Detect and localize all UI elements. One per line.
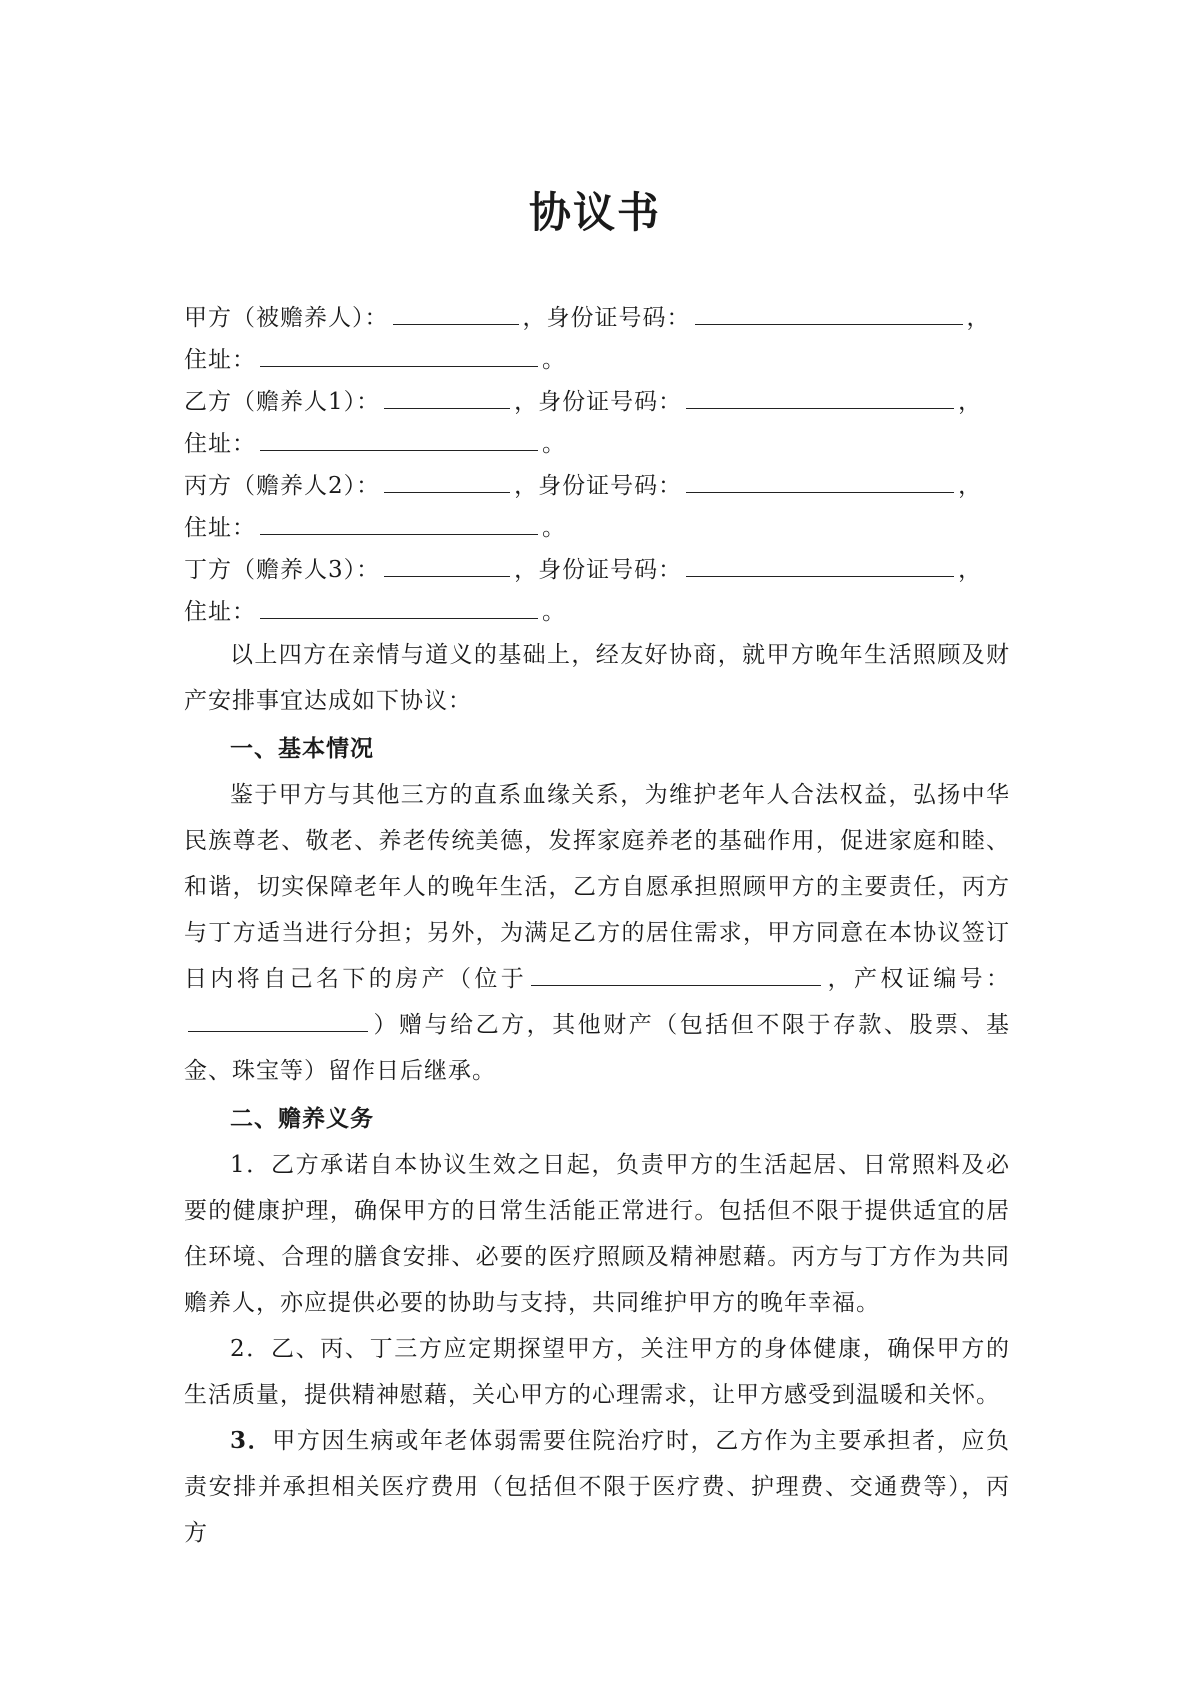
line-end-mark: ，: [958, 473, 983, 499]
party-label: 乙方（赡养人1）：: [184, 389, 381, 415]
party-label: 丙方（赡养人2）：: [184, 473, 381, 499]
id-number-blank[interactable]: [686, 380, 954, 409]
party-line-jia: [184, 296, 1010, 338]
support-item-3: [184, 1418, 1010, 1556]
party-label: 甲方（被赡养人）：: [184, 305, 389, 331]
section1-paragraph: [184, 772, 1010, 1094]
address-label: 住址：: [184, 515, 256, 541]
certificate-number-blank[interactable]: [188, 1003, 248, 1032]
name-blank[interactable]: [384, 380, 510, 409]
address-label: 住址：: [184, 599, 256, 625]
item-number: 3．: [230, 1427, 273, 1454]
party-line-ding: [184, 548, 1010, 590]
party-label: 丁方（赡养人3）：: [184, 557, 381, 583]
item-text: 甲方因生病或年老体弱需要住院治疗时，乙方作为主要承担者，应负责安排并承担相关医疗费用（包括但不限于医疗费、护理费、交通费等），丙方: [184, 1428, 1010, 1546]
address-line-jia: [184, 338, 1010, 380]
id-label: ，身份证号码：: [514, 473, 683, 499]
section-heading-support: 二、赡养义务: [230, 1105, 374, 1132]
section1-text-end: ）赠与给乙方，其他财产（包括但不限于存款、股票、基金、珠宝等）留作日后继承。: [184, 1012, 1010, 1084]
party-line-yi: [184, 380, 1010, 422]
line-end-mark: ，: [958, 557, 983, 583]
address-label: 住址：: [184, 347, 256, 373]
certificate-label: ，产权证编号：: [825, 966, 1011, 992]
id-number-blank[interactable]: [686, 548, 954, 577]
address-label: 住址：: [184, 431, 256, 457]
name-blank[interactable]: [384, 548, 510, 577]
line-end-mark: 。: [542, 599, 566, 625]
line-end-mark: ，: [958, 389, 983, 415]
address-blank[interactable]: [260, 590, 538, 619]
id-number-blank[interactable]: [686, 464, 954, 493]
id-label: ，身份证号码：: [514, 557, 683, 583]
support-item-2: 2．乙、丙、丁三方应定期探望甲方，关注甲方的身体健康，确保甲方的生活质量，提供精神慰藉，关心甲方的心理需求，让甲方感受到温暖和关怀。: [184, 1336, 1010, 1408]
document-body: [184, 296, 1010, 1556]
section-heading-basic: 一、基本情况: [230, 735, 374, 762]
address-blank[interactable]: [260, 422, 538, 451]
line-end-mark: 。: [542, 347, 566, 373]
id-number-blank[interactable]: [695, 296, 963, 325]
line-end-mark: 。: [542, 515, 566, 541]
address-blank[interactable]: [260, 338, 538, 367]
party-line-bing: [184, 464, 1010, 506]
line-end-mark: 。: [542, 431, 566, 457]
name-blank[interactable]: [384, 464, 510, 493]
id-label: ，身份证号码：: [522, 305, 691, 331]
line-end-mark: ，: [966, 305, 991, 331]
section1-text: 鉴于甲方与其他三方的直系血缘关系，为维护老年人合法权益，弘扬中华民族尊老、敬老、养老传统美德，发挥家庭养老的基础作用，促进家庭和睦、和谐，切实保障老年人的晚年生活，乙方自愿承担照顾甲方的主要责任，丙方与丁方适当进行分担；另外，为满足乙方的居住需求，甲方同意在本协议签订日内将自己名下的房产（位于: [184, 782, 1010, 992]
intro-paragraph: 以上四方在亲情与道义的基础上，经友好协商，就甲方晚年生活照顾及财产安排事宜达成如下协议：: [184, 642, 1010, 714]
property-location-blank[interactable]: [531, 957, 821, 986]
name-blank[interactable]: [393, 296, 519, 325]
address-line-yi: [184, 422, 1010, 464]
support-item-1: 1．乙方承诺自本协议生效之日起，负责甲方的生活起居、日常照料及必要的健康护理，确保甲方的日常生活能正常进行。包括但不限于提供适宜的居住环境、合理的膳食安排、必要的医疗照顾及精神慰藉。丙方与丁方作为共同赡养人，亦应提供必要的协助与支持，共同维护甲方的晚年幸福。: [184, 1152, 1010, 1316]
address-line-ding: [184, 590, 1010, 632]
address-blank[interactable]: [260, 506, 538, 535]
certificate-number-blank-cont[interactable]: [248, 1003, 368, 1032]
address-line-bing: [184, 506, 1010, 548]
id-label: ，身份证号码：: [514, 389, 683, 415]
document-title: 协议书: [528, 188, 661, 237]
